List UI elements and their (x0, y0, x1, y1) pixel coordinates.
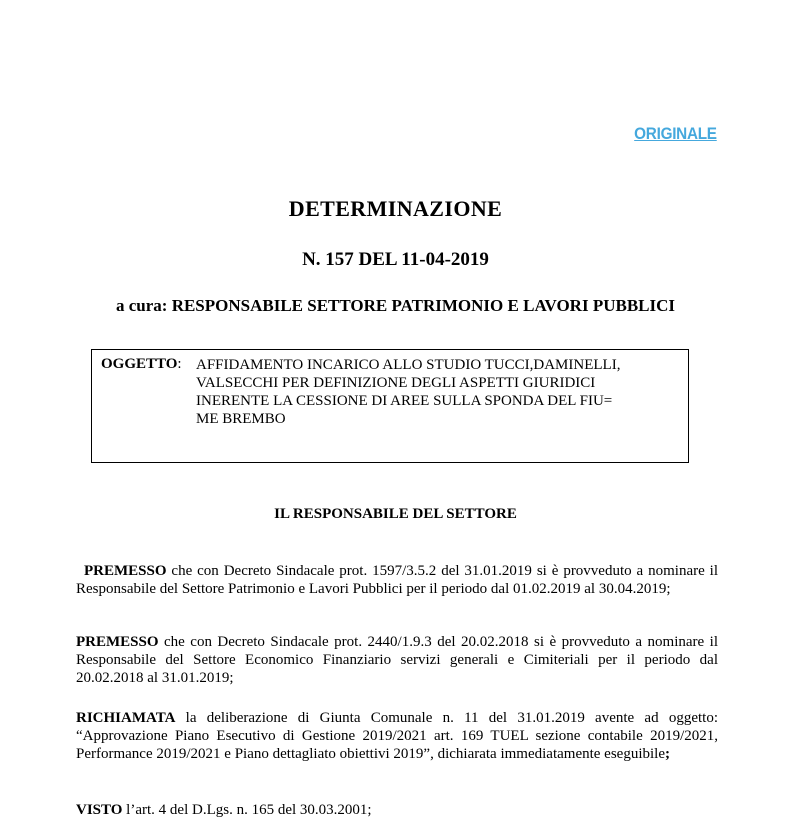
paragraph-premesso-2 (76, 633, 718, 687)
paragraph-text: l’art. 4 del D.Lgs. n. 165 del 30.03.2001; (122, 802, 372, 818)
responsible-prefix: a cura: (115, 296, 168, 315)
subject-text (196, 356, 681, 428)
original-stamp: ORIGINALE (634, 124, 717, 143)
determination-number: N. 157 DEL 11-04-2019 (302, 249, 489, 270)
paragraph-lead: PREMESSO (84, 563, 167, 579)
paragraph-text: la deliberazione di Giunta Comunale n. 11 del 31.01.2019 avente ad oggetto: “Approvazione Piano Esecutivo di Gestione 2019/2021 art. 169 TUEL sezione contabile 2019/2021, Performance 2019/2021 e Piano dettagliato obiettivi 2019”, dichiarata immediatamente eseguibile (76, 710, 718, 762)
paragraph-tail: ; (664, 746, 670, 762)
paragraph-lead: PREMESSO (76, 634, 159, 650)
subject-label: OGGETTO: (101, 356, 182, 372)
responsible-text: RESPONSABILE SETTORE PATRIMONIO E LAVORI PUBBLICI (171, 296, 676, 315)
subject-line: INERENTE LA CESSIONE DI AREE SULLA SPONDA DEL FIU= (196, 393, 613, 409)
subject-line: VALSECCHI PER DEFINIZIONE DEGLI ASPETTI GIURIDICI (196, 375, 596, 391)
responsible-office (0, 296, 791, 316)
subject-box (91, 349, 689, 463)
paragraph-premesso-1 (76, 562, 718, 598)
subject-line: AFFIDAMENTO INCARICO ALLO STUDIO TUCCI,DAMINELLI, (196, 357, 621, 373)
paragraph-richiamata (76, 709, 718, 763)
subject-line: ME BREMBO (196, 411, 286, 427)
paragraph-text: che con Decreto Sindacale prot. 1597/3.5.2 del 31.01.2019 si è provveduto a nominare il Responsabile del Settore Patrimonio e Lavori Pubblici per il periodo dal 01.02.2019 al 30.04.2019; (76, 563, 718, 597)
paragraph-lead: RICHIAMATA (76, 710, 176, 726)
document-title: DETERMINAZIONE (288, 196, 503, 221)
paragraph-visto (76, 801, 718, 819)
section-title: IL RESPONSABILE DEL SETTORE (274, 506, 517, 522)
paragraph-text: che con Decreto Sindacale prot. 2440/1.9.3 del 20.02.2018 si è provveduto a nominare il Responsabile del Settore Economico Finanziario servizi generali e Cimiteriali per il periodo dal 20.02.2018 al 31.01.2019; (76, 634, 718, 686)
paragraph-lead: VISTO (76, 802, 123, 818)
